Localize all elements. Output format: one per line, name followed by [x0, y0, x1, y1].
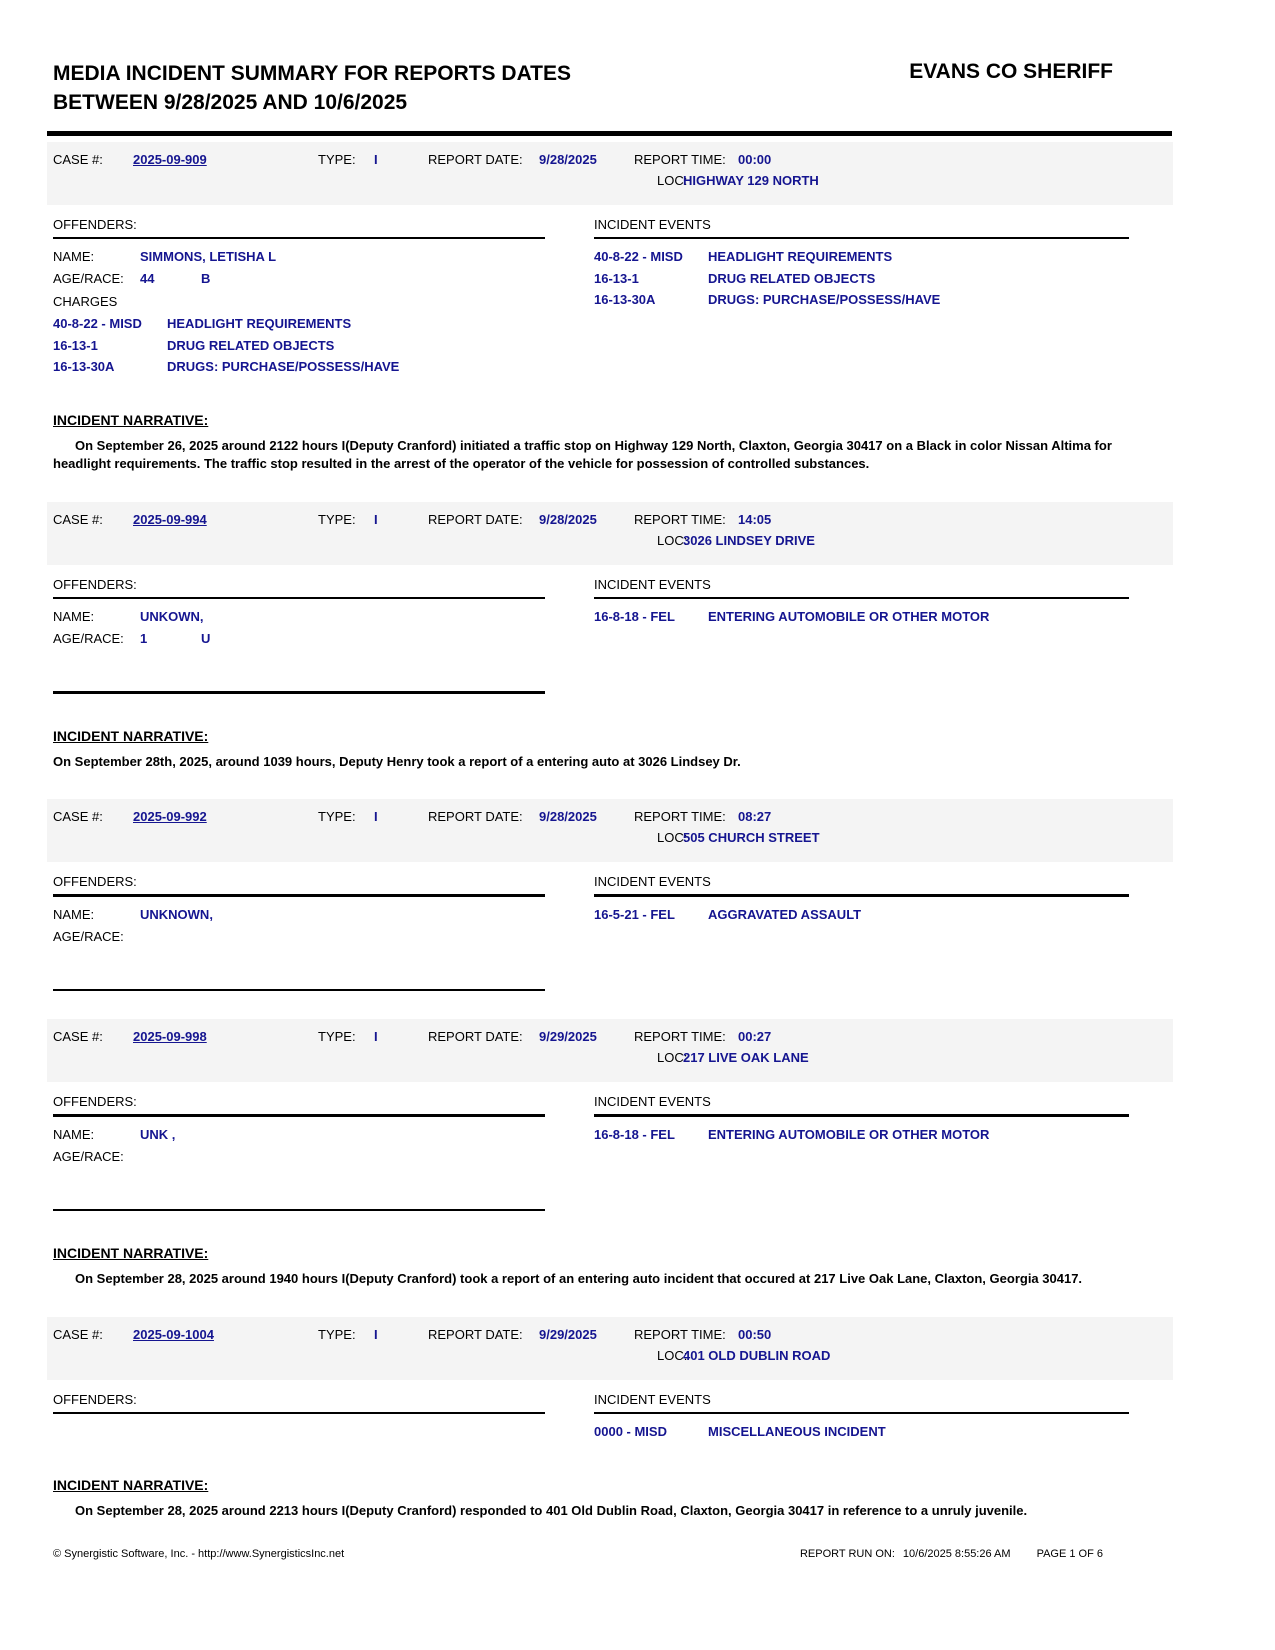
- age-race-row: [53, 628, 545, 650]
- case-block: [53, 1019, 1175, 1288]
- case-number-label: CASE #:: [53, 1029, 103, 1045]
- race-value: B: [201, 271, 211, 287]
- charge-description: HEADLIGHT REQUIREMENTS: [167, 316, 352, 332]
- report-time-label: REPORT TIME:: [634, 809, 726, 825]
- offenders-divider: [53, 597, 545, 600]
- charge-row: [53, 313, 545, 335]
- event-description: DRUG RELATED OBJECTS: [708, 270, 876, 286]
- case-number-link[interactable]: 2025-09-992: [133, 809, 207, 825]
- name-label: NAME:: [53, 609, 95, 625]
- incident-events-section: [594, 217, 1175, 378]
- incident-narrative-heading: INCIDENT NARRATIVE:: [53, 727, 209, 744]
- event-description: MISCELLANEOUS INCIDENT: [708, 1424, 886, 1440]
- case-block: [53, 799, 1175, 991]
- event-description: HEADLIGHT REQUIREMENTS: [708, 249, 893, 265]
- narrative-text: On September 28th, 2025, around 1039 hours, Deputy Henry took a report of a entering auto at 3026 Lindsey Dr.: [53, 753, 741, 769]
- incident-narrative-heading: INCIDENT NARRATIVE:: [53, 1245, 209, 1262]
- event-code: 0000 - MISD: [594, 1424, 667, 1440]
- incident-events-section: [594, 577, 1175, 694]
- type-value: I: [374, 809, 378, 825]
- case-block: [53, 502, 1175, 771]
- report-time-value: 00:27: [738, 1029, 772, 1045]
- type-value: I: [374, 1326, 378, 1342]
- loc-label: LOC:: [657, 1347, 688, 1363]
- report-run-label: REPORT RUN ON:: [799, 1548, 895, 1560]
- name-label: NAME:: [53, 1126, 95, 1142]
- report-time-label: REPORT TIME:: [634, 1029, 726, 1045]
- event-row: [594, 606, 1175, 628]
- page-title-line2: BETWEEN 9/28/2025 AND 10/6/2025: [53, 90, 408, 114]
- case-header: [47, 1317, 1173, 1380]
- event-description: DRUGS: PURCHASE/POSSESS/HAVE: [708, 292, 941, 308]
- incident-narrative-heading: INCIDENT NARRATIVE:: [53, 411, 209, 428]
- offenders-heading: OFFENDERS:: [53, 874, 137, 890]
- name-label: NAME:: [53, 249, 95, 265]
- narrative-text: On September 28, 2025 around 1940 hours I(Deputy Cranford) took a report of an entering auto incident that occured at 217 Live Oak Lane, Claxton, Georgia 30417.: [75, 1271, 1083, 1287]
- loc-label: LOC:: [657, 830, 688, 846]
- incident-events-heading: INCIDENT EVENTS: [594, 1391, 711, 1407]
- event-row: [594, 289, 1175, 311]
- incident-events-heading: INCIDENT EVENTS: [594, 1094, 711, 1110]
- charge-code: 16-13-1: [53, 337, 98, 353]
- narrative-text: On September 26, 2025 around 2122 hours I(Deputy Cranford) initiated a traffic stop on Highway 129 North, Claxton, Georgia 30417 on a Black in color Nissan Altima for headlight requirements. The traffic stop resulted in the arrest of the operator of the vehicle for possession of controlled substances.: [53, 437, 1112, 472]
- offenders-divider: [53, 1114, 545, 1117]
- name-value: UNKOWN,: [140, 609, 204, 625]
- type-label: TYPE:: [318, 1029, 356, 1045]
- type-label: TYPE:: [318, 151, 356, 167]
- race-value: U: [201, 631, 211, 647]
- event-code: 16-13-1: [594, 270, 639, 286]
- offenders-heading: OFFENDERS:: [53, 1094, 137, 1110]
- report-time-label: REPORT TIME:: [634, 511, 726, 527]
- incident-narrative-section: [53, 1245, 1175, 1288]
- case-block: [53, 142, 1175, 474]
- case-number-link[interactable]: 2025-09-909: [133, 151, 207, 167]
- event-code: 16-5-21 - FEL: [594, 906, 675, 922]
- type-value: I: [374, 511, 378, 527]
- case-number-label: CASE #:: [53, 809, 103, 825]
- page-indicator: PAGE 1 OF 6: [1036, 1548, 1103, 1560]
- offender-name-row: [53, 904, 545, 926]
- incident-events-divider: [594, 1114, 1129, 1117]
- incident-events-divider: [594, 1412, 1129, 1415]
- offenders-heading: OFFENDERS:: [53, 216, 137, 232]
- header-divider: [47, 131, 1172, 136]
- offenders-section: [53, 1392, 545, 1443]
- age-race-label: AGE/RACE:: [53, 271, 124, 287]
- incident-events-section: [594, 1392, 1175, 1443]
- charge-code: 16-13-30A: [53, 359, 115, 375]
- incident-narrative-section: [53, 1477, 1175, 1520]
- offenders-section: [53, 217, 545, 378]
- agency-name: EVANS CO SHERIFF: [909, 60, 1113, 83]
- loc-label: LOC:: [657, 1050, 688, 1066]
- charge-description: DRUGS: PURCHASE/POSSESS/HAVE: [167, 359, 400, 375]
- name-value: UNKNOWN,: [140, 906, 213, 922]
- incident-events-heading: INCIDENT EVENTS: [594, 216, 711, 232]
- event-code: 16-13-30A: [594, 292, 656, 308]
- incident-narrative-section: [53, 412, 1175, 474]
- loc-value: 3026 LINDSEY DRIVE: [683, 532, 815, 548]
- report-date-value: 9/28/2025: [539, 511, 597, 527]
- case-block: [53, 1317, 1175, 1520]
- report-date-label: REPORT DATE:: [428, 511, 523, 527]
- report-date-label: REPORT DATE:: [428, 151, 523, 167]
- event-description: ENTERING AUTOMOBILE OR OTHER MOTOR: [708, 1126, 990, 1142]
- type-label: TYPE:: [318, 1326, 356, 1342]
- age-race-label: AGE/RACE:: [53, 631, 124, 647]
- charge-code: 40-8-22 - MISD: [53, 316, 142, 332]
- incident-events-heading: INCIDENT EVENTS: [594, 874, 711, 890]
- offenders-divider: [53, 1412, 545, 1415]
- event-row: [594, 268, 1175, 290]
- case-number-link[interactable]: 2025-09-994: [133, 511, 207, 527]
- offenders-bottom-divider: [53, 989, 545, 992]
- case-number-link[interactable]: 2025-09-1004: [133, 1326, 214, 1342]
- loc-label: LOC:: [657, 532, 688, 548]
- case-header: [47, 1019, 1173, 1082]
- loc-value: 505 CHURCH STREET: [683, 830, 820, 846]
- age-race-label: AGE/RACE:: [53, 928, 124, 944]
- type-value: I: [374, 1029, 378, 1045]
- page-title: [53, 60, 571, 118]
- loc-value: 401 OLD DUBLIN ROAD: [683, 1347, 831, 1363]
- offenders-section: [53, 874, 545, 991]
- offenders-divider: [53, 894, 545, 897]
- offender-name-row: [53, 606, 545, 628]
- case-number-label: CASE #:: [53, 151, 103, 167]
- offenders-bottom-divider: [53, 691, 545, 694]
- case-header: [47, 142, 1173, 205]
- loc-value: HIGHWAY 129 NORTH: [683, 172, 819, 188]
- incident-narrative-heading: INCIDENT NARRATIVE:: [53, 1476, 209, 1493]
- report-time-value: 00:50: [738, 1326, 772, 1342]
- offenders-bottom-divider: [53, 1209, 545, 1212]
- report-time-value: 14:05: [738, 511, 772, 527]
- event-description: AGGRAVATED ASSAULT: [708, 906, 862, 922]
- event-row: [594, 904, 1175, 926]
- report-date-value: 9/28/2025: [539, 151, 597, 167]
- incident-events-section: [594, 1094, 1175, 1211]
- age-race-row: [53, 1146, 545, 1168]
- event-row: [594, 1421, 1175, 1443]
- name-value: UNK ,: [140, 1126, 176, 1142]
- case-number-label: CASE #:: [53, 1326, 103, 1342]
- event-row: [594, 246, 1175, 268]
- report-date-value: 9/28/2025: [539, 809, 597, 825]
- charge-row: [53, 335, 545, 357]
- footer-copyright: © Synergistic Software, Inc. - http://www.SynergisticsInc.net: [53, 1548, 345, 1560]
- event-code: 40-8-22 - MISD: [594, 249, 683, 265]
- age-value: 44: [140, 271, 155, 287]
- charge-description: DRUG RELATED OBJECTS: [167, 337, 335, 353]
- charges-label: CHARGES: [53, 294, 118, 310]
- loc-label: LOC:: [657, 172, 688, 188]
- type-value: I: [374, 151, 378, 167]
- age-race-label: AGE/RACE:: [53, 1148, 124, 1164]
- report-time-label: REPORT TIME:: [634, 1326, 726, 1342]
- offenders-heading: OFFENDERS:: [53, 576, 137, 592]
- type-label: TYPE:: [318, 511, 356, 527]
- case-header: [47, 799, 1173, 862]
- age-race-row: [53, 268, 545, 290]
- incident-narrative-section: [53, 728, 1175, 771]
- report-time-value: 08:27: [738, 809, 772, 825]
- document-header: [53, 60, 1175, 118]
- page-footer: [53, 1548, 1103, 1560]
- report-date-label: REPORT DATE:: [428, 809, 523, 825]
- incident-events-heading: INCIDENT EVENTS: [594, 576, 711, 592]
- incident-events-divider: [594, 237, 1129, 240]
- loc-value: 217 LIVE OAK LANE: [683, 1050, 809, 1066]
- charge-row: [53, 356, 545, 378]
- offenders-divider: [53, 237, 545, 240]
- event-code: 16-8-18 - FEL: [594, 1126, 675, 1142]
- event-description: ENTERING AUTOMOBILE OR OTHER MOTOR: [708, 609, 990, 625]
- offenders-section: [53, 577, 545, 694]
- event-row: [594, 1124, 1175, 1146]
- case-number-label: CASE #:: [53, 511, 103, 527]
- offender-name-row: [53, 246, 545, 268]
- name-label: NAME:: [53, 906, 95, 922]
- report-date-value: 9/29/2025: [539, 1029, 597, 1045]
- incident-events-section: [594, 874, 1175, 991]
- report-run-value: 10/6/2025 8:55:26 AM: [902, 1548, 1011, 1560]
- offenders-heading: OFFENDERS:: [53, 1391, 137, 1407]
- incident-events-divider: [594, 894, 1129, 897]
- report-date-value: 9/29/2025: [539, 1326, 597, 1342]
- page-title-line1: MEDIA INCIDENT SUMMARY FOR REPORTS DATES: [53, 62, 572, 85]
- offender-name-row: [53, 1124, 545, 1146]
- age-value: 1: [140, 631, 148, 647]
- report-date-label: REPORT DATE:: [428, 1326, 523, 1342]
- incident-events-divider: [594, 597, 1129, 600]
- case-number-link[interactable]: 2025-09-998: [133, 1029, 207, 1045]
- event-code: 16-8-18 - FEL: [594, 609, 675, 625]
- report-date-label: REPORT DATE:: [428, 1029, 523, 1045]
- type-label: TYPE:: [318, 809, 356, 825]
- age-race-row: [53, 926, 545, 948]
- offenders-section: [53, 1094, 545, 1211]
- footer-report-run: [800, 1548, 1103, 1560]
- report-time-value: 00:00: [738, 151, 772, 167]
- name-value: SIMMONS, LETISHA L: [140, 249, 277, 265]
- narrative-text: On September 28, 2025 around 2213 hours I(Deputy Cranford) responded to 401 Old Dublin Road, Claxton, Georgia 30417 in reference to a unruly juvenile.: [75, 1502, 1028, 1518]
- report-time-label: REPORT TIME:: [634, 151, 726, 167]
- case-header: [47, 502, 1173, 565]
